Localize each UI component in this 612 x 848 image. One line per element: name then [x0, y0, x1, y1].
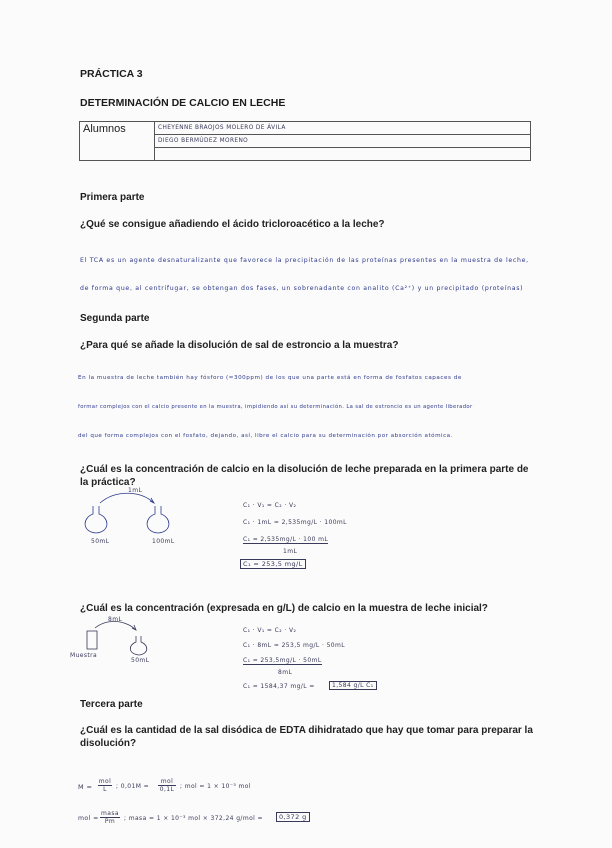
part2-heading: Segunda parte	[80, 313, 150, 324]
diagram2-left-label: Muestra	[70, 652, 98, 659]
flask-icon	[147, 506, 169, 533]
dilution-diagram-1	[80, 486, 200, 546]
students-header: Alumnos	[80, 122, 155, 161]
part1-answer-line: de forma que, al centrifugar, se obtengan dos fases, un sobrenadante con analito (Ca²⁺) y un precipitado (proteínas)	[80, 285, 524, 292]
part2-answer-line: En la muestra de leche también hay fósforo (≈300ppm) de los que una parte está en forma de fosfatos capaces de	[78, 375, 462, 381]
part3-fraction	[158, 778, 176, 793]
part3-calc-text: ; masa = 1 × 10⁻³ mol × 372,24 g/mol =	[124, 815, 263, 822]
calc1-line: C₁ · V₁ = C₂ · V₂	[243, 502, 297, 509]
page-title: DETERMINACIÓN DE CALCIO EN LECHE	[80, 97, 286, 109]
fraction-denominator: 0,1L	[159, 786, 175, 793]
calc1-line: C₁ = 2,535mg/L · 100 mL	[243, 536, 329, 543]
calc1-line: 1mL	[283, 548, 298, 555]
part3-question: disolución?	[80, 738, 137, 749]
students-table	[79, 121, 531, 161]
part2-question2: la práctica?	[80, 477, 136, 488]
student-name: DIEGO BERMÚDEZ MORENO	[155, 135, 531, 148]
part3-question: ¿Cuál es la cantidad de la sal disódica de EDTA dihidratado que hay que tomar para preparar la	[80, 725, 533, 736]
part3-mol-label: mol =	[78, 815, 99, 822]
flask-icon	[130, 636, 146, 655]
calc2-result-prefix: C₁ = 1584,37 mg/L =	[243, 683, 315, 690]
calc2-line: C₁ · V₁ = C₂ · V₂	[243, 627, 297, 634]
part2-question2: ¿Cuál es la concentración de calcio en la disolución de leche preparada en la primera parte de	[80, 464, 529, 475]
fraction-denominator: L	[103, 786, 107, 793]
calc1-result: C₁ = 253,5 mg/L	[240, 559, 306, 569]
sample-tube-icon	[87, 631, 97, 649]
part3-calc-result: 0,372 g	[276, 812, 310, 822]
part3-calc-text: ; mol = 1 × 10⁻³ mol	[180, 783, 251, 790]
student-name: CHEYENNE BRAOJOS MOLERO DE ÁVILA	[155, 122, 531, 135]
student-name	[155, 148, 531, 161]
part2-answer-line: del que forma complejos con el fosfato, dejando, así, libre el calcio para su determinación por absorción atómica.	[78, 433, 453, 439]
diagram1-arrow-label: 1mL	[128, 487, 143, 494]
diagram2-arrow-label: 8mL	[108, 616, 123, 623]
part3-heading: Tercera parte	[80, 699, 143, 710]
calc2-result: 1,584 g/L C₁	[329, 681, 377, 690]
diagram2-right-label: 50mL	[131, 657, 150, 664]
fraction-numerator: mol	[158, 778, 176, 786]
flask-icon	[85, 506, 107, 533]
diagram1-flask-right-label: 100mL	[152, 538, 175, 545]
part3-calc-text: ; 0,01M =	[116, 783, 149, 790]
part2-answer-line: formar complejos con el calcio presente en la muestra, impidiendo así su determinación. La sal de estroncio es un agente liberador	[78, 404, 473, 410]
part3-fraction	[100, 810, 120, 825]
part2-question3: ¿Cuál es la concentración (expresada en g/L) de calcio en la muestra de leche inicial?	[80, 603, 488, 614]
calc2-line: 8mL	[278, 669, 293, 676]
fraction-numerator: masa	[101, 810, 119, 817]
fraction-numerator: mol	[98, 778, 112, 785]
part1-answer-line: El TCA es un agente desnaturalizante que favorece la precipitación de las proteínas presentes en la muestra de leche,	[80, 257, 529, 264]
part3-m-label: M =	[78, 783, 93, 791]
part1-question: ¿Qué se consigue añadiendo el ácido tricloroacético a la leche?	[80, 219, 385, 230]
calc2-line: C₁ · 8mL = 253,5 mg/L · 50mL	[243, 642, 346, 649]
practice-label: PRÁCTICA 3	[80, 68, 143, 80]
part3-fraction	[98, 778, 112, 793]
transfer-arrow-icon	[100, 493, 154, 503]
part2-question: ¿Para qué se añade la disolución de sal de estroncio a la muestra?	[80, 340, 399, 351]
fraction-denominator: Pm	[104, 818, 116, 825]
part1-heading: Primera parte	[80, 192, 145, 203]
calc1-line: C₁ · 1mL = 2,535mg/L · 100mL	[243, 519, 347, 526]
calc2-line: C₁ = 253,5mg/L · 50mL	[243, 657, 322, 664]
diagram1-flask-left-label: 50mL	[91, 538, 110, 545]
